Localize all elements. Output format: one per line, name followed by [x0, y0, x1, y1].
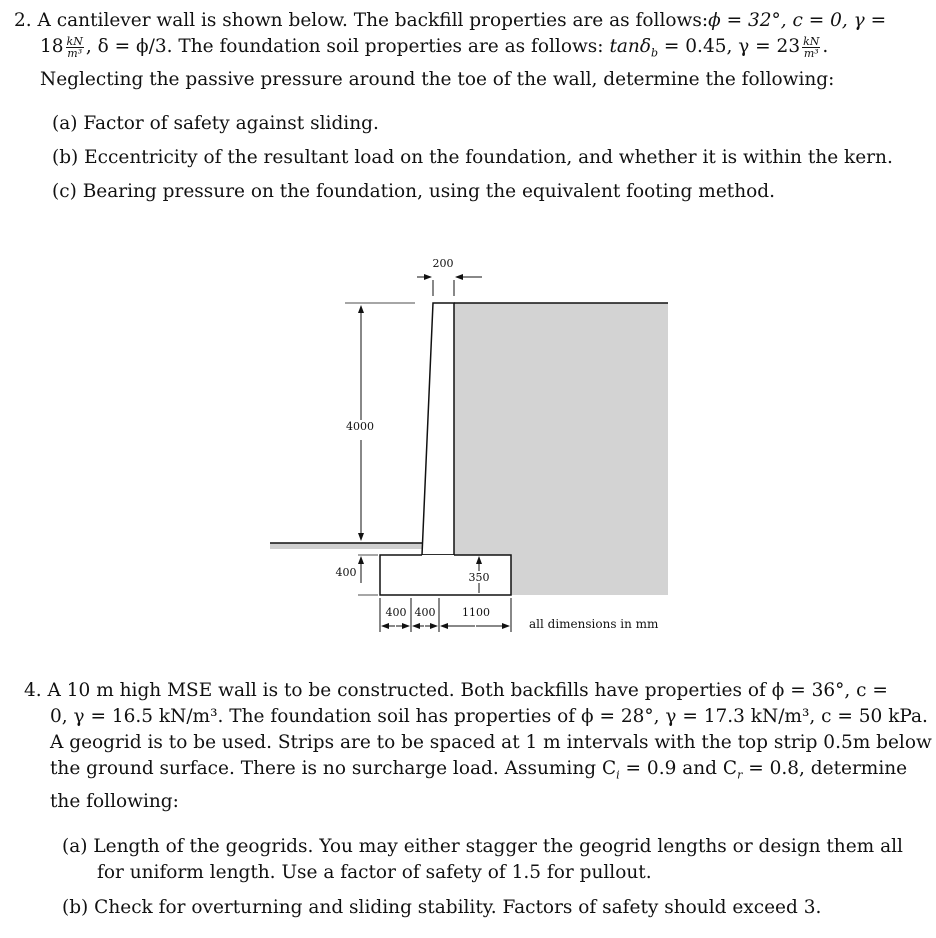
problem-2-item-b: (b) Eccentricity of the resultant load on the foundation, and whether it is within the kern. — [52, 147, 893, 168]
problem-4-item-a-cont: for uniform length. Use a factor of safety of 1.5 for pullout. — [97, 862, 652, 883]
problem-4-line-1: 4. A 10 m high MSE wall is to be constructed. Both backfills have properties of ϕ = 36°, c = — [24, 680, 888, 701]
problem-2 — [14, 8, 924, 93]
problem-4-line-4: the ground surface. There is no surcharge load. Assuming $C_i = 0.9$ and $C_r = 0.8$, determine — [50, 758, 908, 782]
cantilever-wall-figure — [0, 240, 936, 640]
wall-stem — [422, 303, 454, 555]
problem-4-line-2: 0, γ = 16.5 kN/m³. The foundation soil has properties of ϕ = 28°, γ = 17.3 kN/m³, c = 50 kPa. — [50, 706, 928, 727]
dimensions-note: all dimensions in mm — [529, 617, 659, 631]
problem-2-line-2: 18 $\frac{kN}{\text{m³}}$ , δ = ϕ/3. The foundation soil properties are as follows: tanδ$_b$ = 0.45, γ = 23 $\frac{kN}{\text{m³}}$ . — [40, 34, 829, 60]
toe-ground — [270, 543, 422, 549]
problem-2-line-1: 2. A cantilever wall is shown below. The backfill properties are as follows:ϕ = 32°, c = 0, γ = — [14, 10, 887, 31]
problem-4-item-a: (a) Length of the geogrids. You may either stagger the geogrid lengths or design them all — [62, 836, 903, 857]
problem-2-item-c: (c) Bearing pressure on the foundation, using the equivalent footing method. — [52, 181, 775, 202]
dim-wall-height: 4000 — [346, 420, 374, 433]
wall-base — [380, 555, 511, 595]
backfill — [454, 303, 668, 595]
problem-4 — [24, 678, 932, 815]
problem-4-item-b: (b) Check for overturning and sliding stability. Factors of safety should exceed 3. — [62, 897, 822, 918]
dim-stem-bottom: 350 — [468, 571, 490, 584]
unit-fraction: $\frac{kN}{\text{m³}}$ — [803, 34, 820, 60]
dim-stem-top: 200 — [432, 257, 454, 270]
dim-toe: 400 — [385, 606, 407, 619]
problem-2-item-a: (a) Factor of safety against sliding. — [52, 113, 379, 134]
dim-heel: 1100 — [462, 606, 490, 619]
unit-fraction: $\frac{kN}{\text{m³}}$ — [66, 34, 83, 60]
dim-stem-base: 400 — [414, 606, 436, 619]
problem-4-line-3: A geogrid is to be used. Strips are to be spaced at 1 m intervals with the top strip 0.5m below — [50, 732, 932, 753]
problem-2-line-3: Neglecting the passive pressure around the toe of the wall, determine the following: — [40, 68, 835, 90]
dim-base-thickness: 400 — [335, 566, 357, 579]
problem-2-number: 2. — [14, 10, 32, 31]
problem-4-line-5: the following: — [50, 790, 179, 812]
